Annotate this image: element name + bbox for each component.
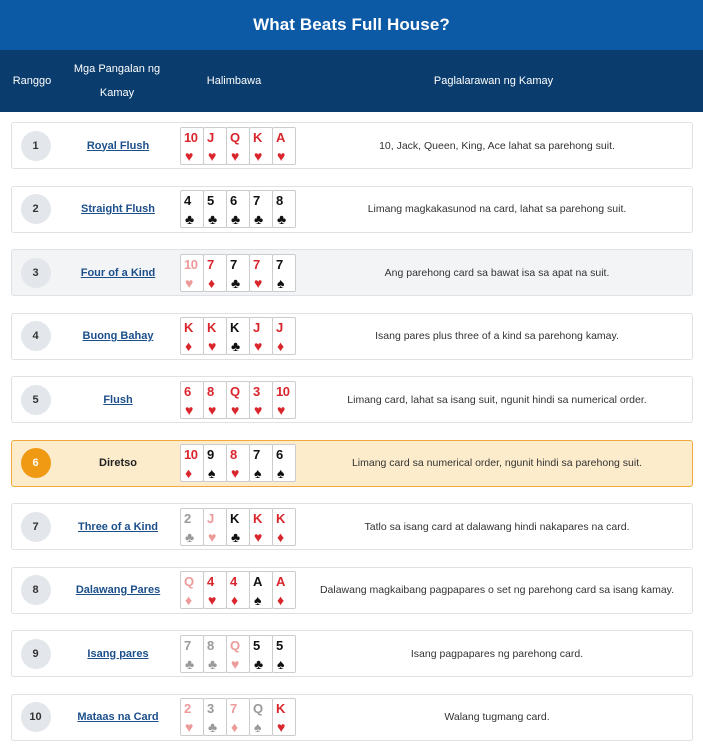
playing-card [180, 254, 204, 292]
playing-card [272, 635, 296, 673]
card-rank: K [276, 701, 285, 716]
card-rank: K [253, 129, 262, 145]
table-row [11, 694, 693, 741]
card-rank: Q [230, 383, 240, 399]
table-row [11, 376, 693, 423]
playing-card [180, 508, 204, 546]
playing-card [226, 698, 250, 736]
playing-card [249, 571, 273, 609]
suit-icon: ♥ [231, 147, 240, 164]
rank-cell [12, 575, 56, 605]
playing-card [203, 381, 227, 419]
hand-name-cell [56, 711, 180, 723]
card-rank: 8 [276, 193, 283, 208]
hand-name-link[interactable]: Flush [103, 393, 133, 406]
suit-icon: ♦ [277, 338, 285, 354]
example-cards [180, 190, 308, 228]
playing-card [226, 571, 250, 609]
card-rank: K [184, 320, 193, 335]
card-rank: 5 [207, 193, 214, 208]
playing-card [226, 508, 250, 546]
hand-description: Ang parehong card sa bawat isa sa apat na suit. [384, 266, 610, 279]
playing-card [226, 444, 250, 482]
card-rank: K [230, 320, 239, 335]
example-cards [180, 381, 308, 419]
card-rank: 6 [276, 447, 283, 462]
playing-card [249, 317, 273, 355]
playing-card [272, 190, 296, 228]
hand-name-link[interactable]: Three of a Kind [77, 520, 159, 533]
playing-card [249, 127, 273, 165]
playing-card [203, 444, 227, 482]
suit-icon: ♥ [185, 719, 194, 735]
suit-icon: ♣ [185, 528, 195, 545]
suit-icon: ♥ [254, 401, 263, 418]
playing-card [272, 127, 296, 165]
suit-icon: ♣ [231, 338, 241, 354]
hand-name-link[interactable]: Dalawang Pares [75, 584, 161, 596]
hand-name-cell [56, 521, 180, 533]
rank-cell [12, 385, 56, 415]
hand-name-link[interactable]: Straight Flush [81, 203, 155, 215]
suit-icon: ♦ [185, 465, 193, 481]
card-rank: 4 [207, 574, 214, 589]
hand-rankings-table [0, 112, 703, 741]
table-row [11, 567, 693, 614]
hand-description: 10, Jack, Queen, King, Ace lahat sa parehong suit. [379, 139, 615, 152]
table-row [11, 249, 693, 296]
card-rank: K [230, 510, 239, 526]
rank-cell [12, 512, 56, 542]
suit-icon: ♠ [254, 465, 262, 481]
suit-icon: ♣ [185, 655, 195, 672]
hand-description: Limang magkakasunod na card, lahat sa parehong suit. [367, 203, 627, 215]
playing-card [203, 190, 227, 228]
suit-icon: ♥ [231, 655, 240, 672]
suit-icon: ♠ [277, 465, 285, 481]
card-rank: 6 [184, 383, 191, 399]
card-rank: 7 [253, 447, 260, 462]
playing-card [203, 254, 227, 292]
suit-icon: ♣ [254, 655, 264, 672]
card-rank: 8 [230, 447, 237, 462]
suit-icon: ♠ [254, 719, 262, 735]
example-cards [180, 571, 308, 609]
suit-icon: ♣ [208, 719, 218, 735]
suit-icon: ♥ [277, 719, 286, 735]
card-rank: A [253, 574, 262, 589]
suit-icon: ♠ [208, 465, 216, 481]
example-cards [180, 698, 308, 736]
card-rank: A [276, 129, 285, 145]
rank-badge: 7 [21, 512, 51, 542]
suit-icon: ♠ [254, 592, 262, 608]
card-rank: 7 [253, 256, 260, 272]
header-description: Paglalarawan ng Kamay [433, 75, 554, 87]
table-row [11, 440, 693, 487]
hand-name-cell [56, 140, 180, 152]
card-rank: J [207, 510, 214, 526]
card-rank: 3 [253, 383, 260, 399]
playing-card [180, 317, 204, 355]
playing-card [226, 254, 250, 292]
playing-card [203, 635, 227, 673]
card-rank: K [207, 320, 216, 335]
playing-card [180, 190, 204, 228]
rank-cell [12, 131, 56, 161]
hand-name-link[interactable]: Buong Bahay [82, 330, 154, 342]
playing-card [226, 317, 250, 355]
rank-cell [12, 258, 56, 288]
suit-icon: ♣ [185, 211, 195, 227]
playing-card [272, 381, 296, 419]
card-rank: Q [230, 637, 240, 653]
table-header [0, 50, 703, 112]
hand-name-cell [56, 394, 180, 406]
suit-icon: ♣ [231, 211, 241, 227]
example-cards [180, 127, 308, 165]
table-row [11, 186, 693, 233]
hand-name-link[interactable]: Four of a Kind [80, 266, 156, 279]
card-rank: 7 [207, 256, 214, 272]
suit-icon: ♦ [277, 592, 285, 608]
hand-name-cell [56, 267, 180, 279]
rank-badge: 10 [21, 702, 51, 732]
rank-badge: 6 [21, 448, 51, 478]
playing-card [249, 381, 273, 419]
suit-icon: ♥ [185, 274, 194, 291]
suit-icon: ♦ [185, 592, 193, 608]
card-rank: K [276, 510, 285, 526]
table-row [11, 630, 693, 677]
suit-icon: ♥ [254, 147, 263, 164]
suit-icon: ♥ [277, 401, 286, 418]
suit-icon: ♥ [208, 401, 217, 418]
playing-card [272, 444, 296, 482]
card-rank: 4 [230, 574, 237, 589]
example-cards [180, 254, 308, 292]
playing-card [249, 190, 273, 228]
rank-cell [12, 702, 56, 732]
hand-name-cell [56, 457, 180, 469]
playing-card [272, 571, 296, 609]
hand-name-cell [56, 648, 180, 660]
card-rank: 10 [276, 383, 290, 399]
hand-description: Limang card sa numerical order, ngunit hindi sa parehong suit. [351, 457, 643, 469]
playing-card [180, 635, 204, 673]
header-example: Halimbawa [206, 75, 262, 87]
playing-card [249, 635, 273, 673]
playing-card [249, 444, 273, 482]
rank-cell [12, 321, 56, 351]
rank-cell [12, 639, 56, 669]
card-rank: 10 [184, 256, 198, 272]
card-rank: Q [184, 574, 194, 589]
playing-card [226, 381, 250, 419]
playing-card [226, 635, 250, 673]
playing-card [272, 698, 296, 736]
hand-description: Walang tugmang card. [444, 711, 550, 723]
hand-description: Dalawang magkaibang pagpapares o set ng parehong card sa isang kamay. [319, 584, 675, 596]
hand-name-cell [56, 203, 180, 215]
playing-card [226, 190, 250, 228]
example-cards [180, 508, 308, 546]
card-rank: 10 [184, 129, 198, 145]
table-row [11, 503, 693, 550]
suit-icon: ♥ [231, 465, 240, 481]
card-rank: 7 [230, 256, 237, 272]
card-rank: 9 [207, 447, 214, 462]
suit-icon: ♦ [277, 528, 285, 545]
suit-icon: ♥ [254, 274, 263, 291]
suit-icon: ♣ [231, 274, 241, 291]
card-rank: 8 [207, 637, 214, 653]
card-rank: 5 [276, 637, 283, 653]
hand-name-cell [56, 330, 180, 342]
playing-card [180, 381, 204, 419]
rank-cell [12, 194, 56, 224]
suit-icon: ♥ [185, 401, 194, 418]
hand-description: Isang pagpapares ng parehong card. [410, 647, 584, 660]
rank-badge: 1 [21, 131, 51, 161]
suit-icon: ♥ [254, 338, 263, 354]
playing-card [272, 508, 296, 546]
hand-name: Diretso [99, 457, 137, 469]
suit-icon: ♣ [208, 211, 218, 227]
card-rank: 7 [276, 256, 283, 272]
card-rank: J [276, 320, 283, 335]
suit-icon: ♣ [254, 211, 264, 227]
header-name: Mga Pangalan ng Kamay [73, 63, 161, 99]
suit-icon: ♣ [208, 655, 218, 672]
card-rank: K [253, 510, 262, 526]
suit-icon: ♦ [231, 592, 239, 608]
hand-name-link[interactable]: Mataas na Card [77, 711, 159, 723]
hand-name-cell [56, 584, 180, 596]
playing-card [249, 254, 273, 292]
rank-badge: 5 [21, 385, 51, 415]
card-rank: 2 [184, 510, 191, 526]
suit-icon: ♥ [208, 338, 217, 354]
page-title: What Beats Full House? [0, 0, 703, 50]
playing-card [180, 444, 204, 482]
suit-icon: ♣ [231, 528, 241, 545]
playing-card [272, 317, 296, 355]
suit-icon: ♥ [185, 147, 194, 164]
suit-icon: ♠ [277, 274, 285, 291]
example-cards [180, 635, 308, 673]
playing-card [226, 127, 250, 165]
suit-icon: ♥ [231, 401, 240, 418]
card-rank: J [253, 320, 260, 335]
suit-icon: ♠ [277, 655, 285, 672]
card-rank: A [276, 574, 285, 589]
rank-badge: 4 [21, 321, 51, 351]
suit-icon: ♥ [254, 528, 263, 545]
hand-name-link[interactable]: Royal Flush [86, 139, 150, 152]
playing-card [203, 571, 227, 609]
playing-card [249, 698, 273, 736]
playing-card [203, 508, 227, 546]
card-rank: Q [230, 129, 240, 145]
hand-description: Limang card, lahat sa isang suit, ngunit hindi sa numerical order. [347, 393, 647, 406]
hand-description: Tatlo sa isang card at dalawang hindi nakapares na card. [364, 520, 630, 533]
suit-icon: ♦ [185, 338, 193, 354]
card-rank: 3 [207, 701, 214, 716]
card-rank: 7 [230, 701, 237, 716]
playing-card [203, 317, 227, 355]
card-rank: 6 [230, 193, 237, 208]
example-cards [180, 317, 308, 355]
card-rank: 7 [184, 637, 191, 653]
card-rank: 5 [253, 637, 260, 653]
card-rank: 10 [184, 447, 198, 462]
rank-badge: 3 [21, 258, 51, 288]
suit-icon: ♦ [231, 719, 239, 735]
rank-badge: 2 [21, 194, 51, 224]
suit-icon: ♥ [208, 592, 217, 608]
playing-card [203, 698, 227, 736]
example-cards [180, 444, 308, 482]
hand-name-link[interactable]: Isang pares [87, 647, 149, 660]
playing-card [203, 127, 227, 165]
playing-card [180, 698, 204, 736]
card-rank: 8 [207, 383, 214, 399]
card-rank: 7 [253, 193, 260, 208]
table-row [11, 122, 693, 169]
header-rank: Ranggo [12, 75, 52, 87]
card-rank: 4 [184, 193, 191, 208]
playing-card [272, 254, 296, 292]
rank-badge: 8 [21, 575, 51, 605]
card-rank: J [207, 129, 214, 145]
suit-icon: ♦ [208, 274, 216, 291]
hand-description: Isang pares plus three of a kind sa parehong kamay. [375, 330, 619, 342]
rank-badge: 9 [21, 639, 51, 669]
playing-card [249, 508, 273, 546]
suit-icon: ♥ [208, 147, 217, 164]
suit-icon: ♥ [277, 147, 286, 164]
table-row [11, 313, 693, 360]
playing-card [180, 127, 204, 165]
playing-card [180, 571, 204, 609]
rank-cell [12, 448, 56, 478]
suit-icon: ♥ [208, 528, 217, 545]
card-rank: Q [253, 701, 263, 716]
card-rank: 2 [184, 701, 191, 716]
suit-icon: ♣ [277, 211, 287, 227]
